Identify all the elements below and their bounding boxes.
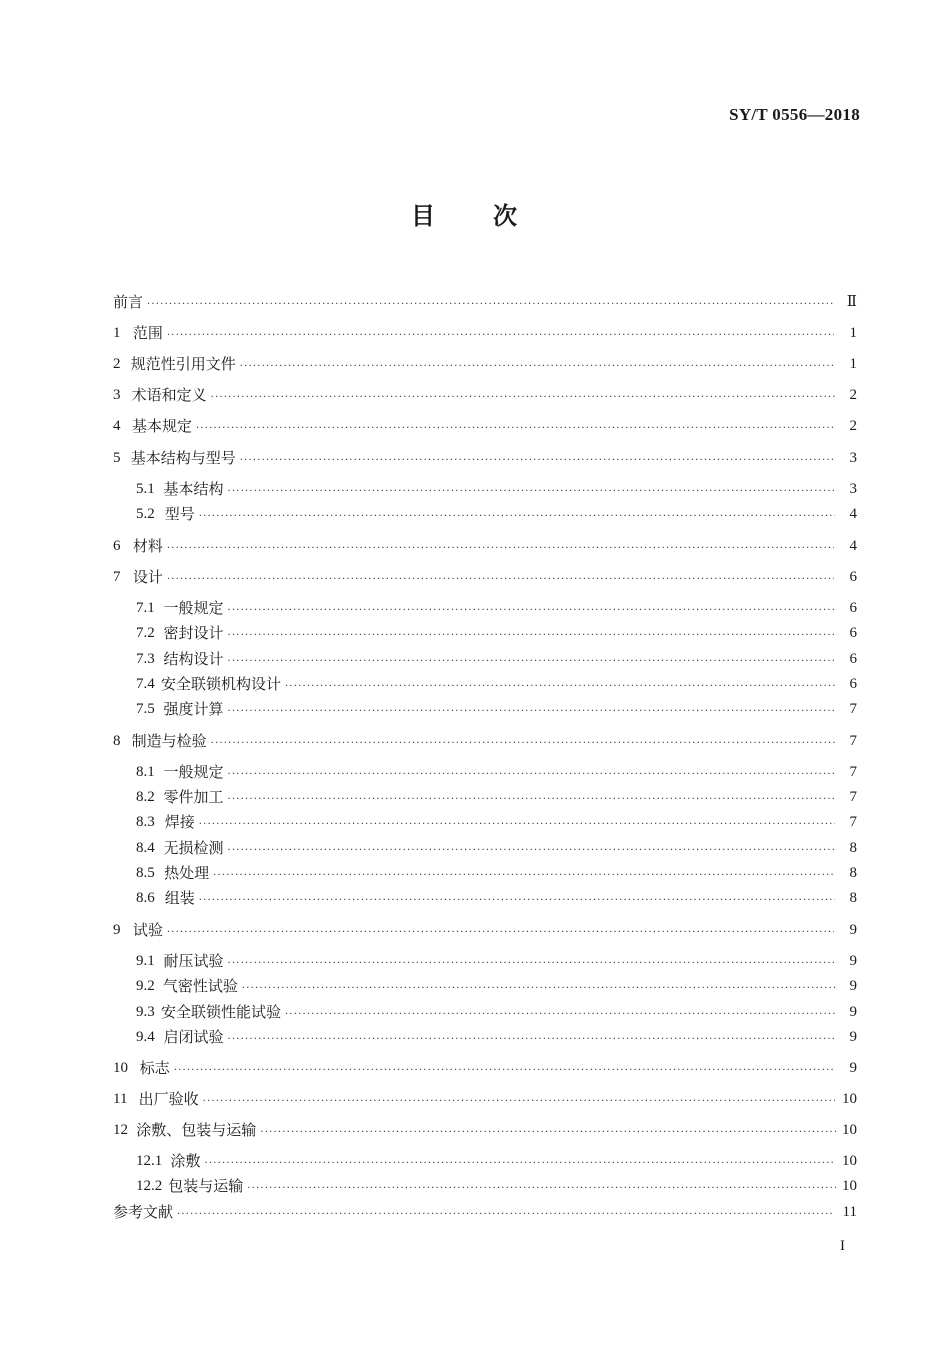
toc-entry-label: 密封设计 [163,624,224,642]
toc-entry-5-1[interactable] [136,477,857,499]
toc-leader-dots [167,573,834,587]
toc-entry-page: 8 [849,865,858,881]
toc-entry-page: 10 [842,1178,857,1194]
toc-entry-number: 8.2 [136,789,155,805]
toc-entry-number: 9.2 [136,978,155,994]
toc-entry-number: 7.4 [136,676,155,692]
toc-entry-7-4[interactable] [136,672,857,694]
toc-entry-foreword[interactable] [113,290,857,312]
toc-entry-number: 8.5 [136,865,155,881]
toc-entry-number: 7.5 [136,701,155,717]
toc-entry-label: 包装与运输 [168,1177,244,1195]
toc-entry-number: 4 [113,418,121,434]
toc-entry-page: 10 [842,1153,857,1169]
toc-entry-label: 试验 [132,921,163,939]
toc-entry-label: 耐压试验 [163,952,224,970]
toc-leader-dots [199,818,835,832]
toc-entry-page: 7 [849,764,857,780]
toc-entry-label: 零件加工 [163,788,224,806]
toc-entry-label: 出厂验收 [138,1090,199,1108]
toc-entry-10[interactable] [113,1056,857,1078]
toc-leader-dots [240,360,836,374]
toc-entry-page: 9 [849,1060,857,1076]
toc-entry-page: 9 [849,978,858,994]
toc-entry-number: 1 [113,325,121,341]
toc-entry-5-2[interactable] [136,502,857,524]
toc-entry-number: 12.2 [136,1178,163,1194]
toc-entry-page: 10 [842,1091,857,1107]
toc-entry-page: 4 [849,538,858,554]
toc-entry-8-2[interactable] [136,785,857,807]
toc-entry-number: 12 [113,1122,128,1138]
toc-entry-8-1[interactable] [136,760,857,782]
toc-entry-label: 基本结构 [163,480,224,498]
toc-entry-page: 3 [849,481,857,497]
toc-leader-dots [147,298,833,312]
toc-entry-label: 涂敷、包装与运输 [136,1121,257,1139]
toc-leader-dots [228,1033,836,1047]
toc-entry-label: 一般规定 [163,763,224,781]
toc-entry-8-5[interactable] [136,861,857,883]
toc-entry-11[interactable] [113,1087,857,1109]
toc-entry-label: 型号 [164,505,195,523]
toc-entry-number: 9 [113,922,121,938]
standard-code: SY/T 0556—2018 [729,105,860,124]
toc-entry-page: 9 [849,953,857,969]
toc-leader-dots [205,1157,835,1171]
toc-leader-dots [242,982,836,996]
toc-entry-label: 前言 [113,293,144,311]
toc-entry-page: 7 [849,733,857,749]
toc-entry-number: 7.3 [136,651,155,667]
toc-entry-page: 6 [849,600,857,616]
toc-entry-number: 8.4 [136,840,155,856]
toc-entry-number: 3 [113,387,121,403]
toc-entry-page: 11 [842,1204,857,1220]
toc-entry-number: 7.2 [136,625,155,641]
toc-entry-number: 5.2 [136,506,155,522]
toc-entry-references[interactable] [113,1200,857,1222]
toc-entry-page: 1 [849,325,858,341]
toc-entry-number: 8.1 [136,764,155,780]
toc-leader-dots [228,485,836,499]
toc-entry-label: 参考文献 [113,1203,174,1221]
toc-leader-dots [228,844,836,858]
toc-entry-page: 9 [849,1029,857,1045]
toc-entry-page: 4 [849,506,857,522]
toc-leader-dots [228,604,836,618]
toc-leader-dots [285,1008,837,1022]
toc-entry-label: 涂敷 [170,1152,201,1170]
toc-entry-7-5[interactable] [136,697,857,719]
toc-entry-page: 9 [849,1004,857,1020]
toc-entry-page: 6 [849,676,857,692]
toc-entry-label: 基本规定 [132,417,193,435]
toc-entry-number: 7 [113,569,121,585]
toc-entry-6[interactable] [113,534,857,556]
toc-entry-page: 2 [849,387,857,403]
toc-entry-label: 术语和定义 [131,386,207,404]
toc-entry-12-1[interactable] [136,1149,857,1171]
toc-leader-dots [203,1095,835,1109]
toc-entry-label: 气密性试验 [162,977,238,995]
toc-entry-page: Ⅱ [846,294,857,310]
toc-entry-number: 12.1 [136,1153,163,1169]
toc-entry-number: 2 [113,356,121,372]
toc-entry-12-2[interactable] [136,1174,857,1196]
toc-entry-page: 6 [849,651,857,667]
toc-entry-9[interactable] [113,918,857,940]
toc-entry-label: 组装 [164,889,195,907]
toc-leader-dots [167,542,834,556]
toc-entry-label: 安全联锁性能试验 [160,1003,281,1021]
toc-entry-number: 5 [113,450,121,466]
toc-leader-dots [196,422,835,436]
toc-entry-label: 材料 [132,537,163,555]
toc-entry-page: 6 [849,625,857,641]
toc-entry-number: 8.3 [136,814,155,830]
toc-entry-7-3[interactable] [136,647,857,669]
toc-entry-8[interactable] [113,729,857,751]
toc-leader-dots [228,768,836,782]
toc-entry-2[interactable] [113,352,857,374]
toc-entry-number: 11 [113,1091,128,1107]
toc-entry-label: 范围 [132,324,163,342]
toc-entry-label: 无损检测 [163,839,224,857]
toc-entry-3[interactable] [113,383,857,405]
toc-entry-9-1[interactable] [136,949,857,971]
toc-entry-1[interactable] [113,321,857,343]
page-number: I [840,1238,845,1254]
toc-entry-label: 结构设计 [163,650,224,668]
toc-entry-7-2[interactable] [136,621,857,643]
toc-leader-dots [260,1126,836,1140]
toc-entry-page: 7 [849,701,857,717]
toc-entry-label: 规范性引用文件 [130,355,236,373]
toc-entry-7-1[interactable] [136,596,857,618]
toc-leader-dots [167,926,834,940]
toc-entry-page: 2 [849,418,857,434]
toc-entry-number: 7.1 [136,600,155,616]
page-title: 目次 [411,202,575,230]
toc-entry-label: 一般规定 [163,599,224,617]
toc-entry-page: 8 [849,890,857,906]
toc-leader-dots [247,1182,836,1196]
toc-entry-page: 1 [849,356,857,372]
toc-entry-number: 5.1 [136,481,155,497]
toc-leader-dots [167,329,834,343]
toc-entry-label: 启闭试验 [163,1028,224,1046]
toc-entry-label: 热处理 [164,864,210,882]
toc-entry-page: 9 [849,922,858,938]
toc-leader-dots [213,869,835,883]
toc-entry-label: 基本结构与型号 [130,449,236,467]
toc-entry-9-3[interactable] [136,1000,857,1022]
toc-entry-number: 9.3 [136,1004,155,1020]
toc-leader-dots [174,1064,834,1078]
toc-leader-dots [228,705,836,719]
toc-leader-dots [228,655,836,669]
toc-entry-page: 6 [849,569,858,585]
toc-entry-number: 8.6 [136,890,155,906]
toc-entry-label: 制造与检验 [131,732,207,750]
toc-entry-page: 10 [842,1122,857,1138]
toc-entry-page: 7 [849,789,857,805]
toc-leader-dots [177,1208,834,1222]
toc-entry-number: 9.1 [136,953,155,969]
toc-leader-dots [199,894,835,908]
toc-entry-9-2[interactable] [136,974,857,996]
toc-entry-label: 强度计算 [163,700,224,718]
toc-entry-4[interactable] [113,414,857,436]
toc-entry-page: 8 [849,840,857,856]
toc-entry-label: 标志 [139,1059,170,1077]
toc-entry-number: 10 [113,1060,128,1076]
toc-entry-12[interactable] [113,1118,857,1140]
toc-leader-dots [228,957,836,971]
toc-leader-dots [228,793,836,807]
toc-leader-dots [211,737,836,751]
toc-entry-number: 6 [113,538,121,554]
toc-entry-page: 7 [849,814,857,830]
toc-leader-dots [228,629,836,643]
toc-leader-dots [211,391,836,405]
toc-entry-number: 9.4 [136,1029,155,1045]
toc-entry-number: 8 [113,733,121,749]
toc-entry-label: 焊接 [164,813,195,831]
toc-entry-5[interactable] [113,446,857,468]
toc-leader-dots [285,680,837,694]
toc-entry-8-4[interactable] [136,836,857,858]
toc-leader-dots [199,510,835,524]
toc-leader-dots [240,454,836,468]
toc-entry-8-3[interactable] [136,810,857,832]
toc-entry-label: 安全联锁机构设计 [160,675,281,693]
toc-entry-page: 3 [849,450,857,466]
toc-entry-7[interactable] [113,565,857,587]
toc-entry-9-4[interactable] [136,1025,857,1047]
toc-entry-8-6[interactable] [136,886,857,908]
toc-entry-label: 设计 [132,568,163,586]
